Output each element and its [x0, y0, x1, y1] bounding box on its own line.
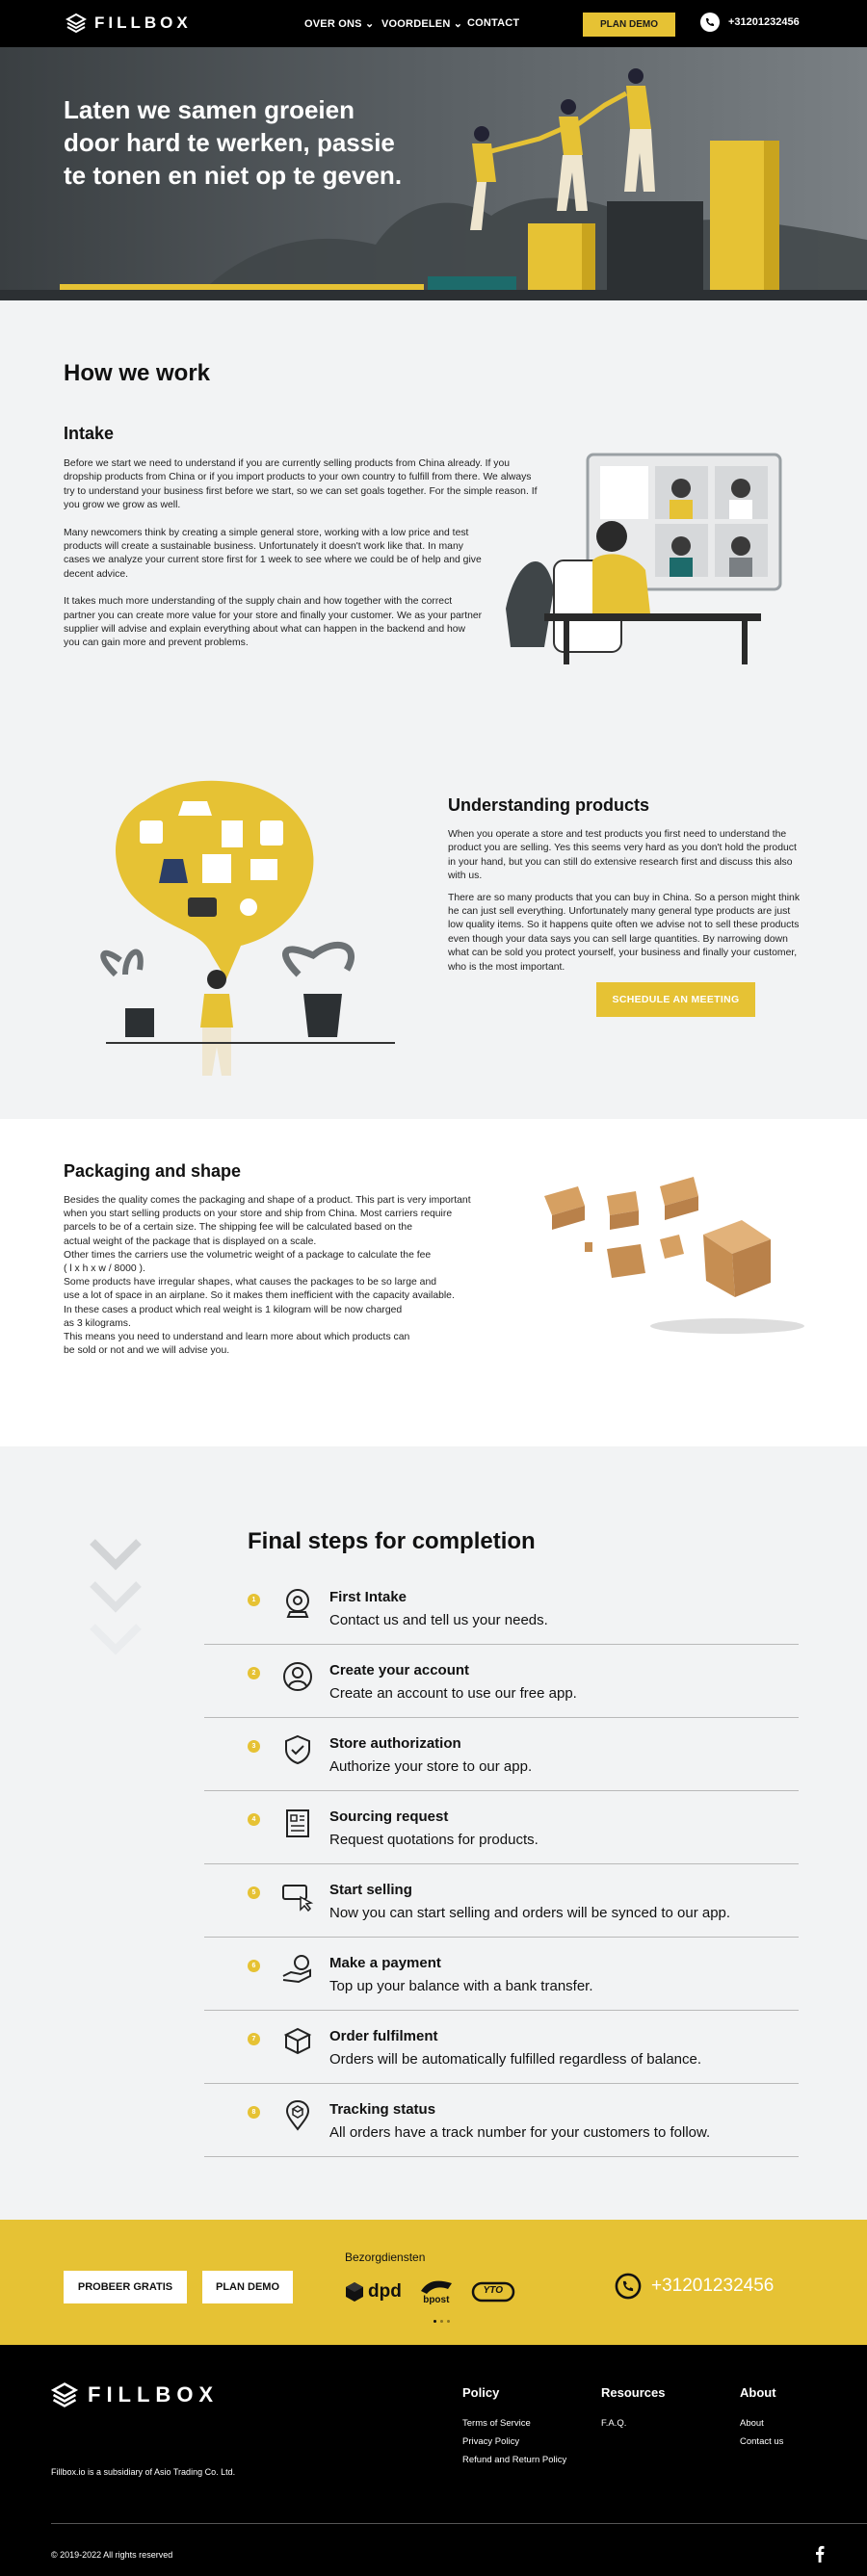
- step-number: 8: [248, 2106, 260, 2119]
- steps-title: Final steps for completion: [248, 1528, 536, 1554]
- nav-link-label: VOORDELEN: [381, 18, 451, 30]
- shopping-products-illustration: [87, 763, 405, 1080]
- packaging-line: parcels to be of a certain size. The shipping fee will be calculated based on the: [64, 1222, 412, 1234]
- packaging-text: [64, 1194, 545, 1358]
- section-title: How we work: [64, 360, 211, 386]
- user-circle-icon: [281, 1660, 314, 1693]
- step-description: Create an account to use our free app.: [329, 1685, 577, 1702]
- step-number: 3: [248, 1740, 260, 1753]
- footer-col-title: About: [740, 2385, 776, 2400]
- step-item: [204, 1718, 799, 1791]
- shield-check-icon: [281, 1733, 314, 1766]
- schedule-meeting-button[interactable]: SCHEDULE AN MEETING: [596, 982, 755, 1017]
- step-title: First Intake: [329, 1589, 407, 1605]
- facebook-icon[interactable]: [815, 2545, 825, 2563]
- cardboard-boxes-illustration: [535, 1167, 814, 1340]
- footer-link-refund[interactable]: Refund and Return Policy: [462, 2455, 567, 2465]
- packaging-line: Besides the quality comes the packaging and shape of a product. This part is very important: [64, 1195, 471, 1206]
- step-description: Request quotations for products.: [329, 1832, 539, 1848]
- phone-link[interactable]: [615, 2273, 774, 2300]
- understanding-paragraph: There are so many products that you can buy in China. So a person might think he can just sell everything. Unfortunately many general type products are just low quality items. So it happens quite often we advise not to sell these products even though your data says you can sell large quantities. By narrowing down what can be sold you protect yourself, your business and finally your customer, who is the most important.: [448, 892, 801, 973]
- step-title: Make a payment: [329, 1955, 441, 1971]
- step-number: 2: [248, 1667, 260, 1679]
- step-number: 4: [248, 1813, 260, 1826]
- top-navbar: [0, 0, 867, 47]
- site-footer: [0, 2345, 867, 2576]
- phone-number: +31201232456: [728, 16, 800, 28]
- subsidiary-text: Fillbox.io is a subsidiary of Asio Trading Co. Ltd.: [51, 2467, 236, 2477]
- step-description: Now you can start selling and orders will be synced to our app.: [329, 1905, 731, 1921]
- try-free-button[interactable]: PROBEER GRATIS: [64, 2271, 187, 2303]
- step-title: Create your account: [329, 1662, 470, 1678]
- chevron-down-icon: ⌄: [364, 18, 375, 30]
- packaging-line: actual weight of the package that is displayed on a scale.: [64, 1236, 317, 1247]
- brand-logo[interactable]: [66, 13, 192, 34]
- nav-link-contact[interactable]: [467, 17, 519, 29]
- step-number: 6: [248, 1960, 260, 1972]
- intake-paragraph: Before we start we need to understand if you are currently selling products from China already. If you dropship products from China or if you import products to your own country to fulfill from there. We always try to understand your business first before we start, so we can set goals together. For the simple reason. If you grow we grow as well.: [64, 458, 538, 511]
- step-item: [204, 1572, 799, 1645]
- footer-link-about[interactable]: About: [740, 2418, 764, 2429]
- phone-link[interactable]: [699, 12, 800, 33]
- nav-link-voordelen[interactable]: [381, 17, 462, 30]
- nav-link-label: CONTACT: [467, 17, 520, 29]
- packaging-line: when you start selling products on your store and ship from China. Most carriers require: [64, 1209, 453, 1220]
- carousel-dot[interactable]: [440, 2320, 443, 2323]
- bpost-horn-icon: [419, 2277, 454, 2295]
- packaging-line: Some products have irregular shapes, what causes the packages to be so large and: [64, 1277, 436, 1288]
- nav-link-label: OVER ONS: [304, 18, 362, 30]
- packaging-line: This means you need to understand and learn more about which products can: [64, 1332, 410, 1343]
- footer-link-contact[interactable]: Contact us: [740, 2436, 784, 2447]
- yto-text: YTO: [483, 2284, 504, 2296]
- step-item: [204, 2011, 799, 2084]
- map-pin-icon: [281, 2099, 314, 2132]
- step-description: Authorize your store to our app.: [329, 1758, 533, 1775]
- dpd-cube-icon: [345, 2281, 364, 2303]
- packaging-line: be sold or not and we will advise you.: [64, 1345, 230, 1357]
- hero-heading: [64, 93, 449, 192]
- understanding-paragraph: When you operate a store and test products you first need to understand the product you are selling. Yes this seems very hard as you don't hold the product in your hand, but you can still do extensive research first and discuss this also with us.: [448, 829, 797, 882]
- brand-name: FILLBOX: [88, 2382, 220, 2407]
- understanding-title: Understanding products: [448, 795, 650, 815]
- step-title: Sourcing request: [329, 1808, 449, 1825]
- how-we-work-section: [0, 300, 867, 1119]
- packaging-line: ( l x h x w / 8000 ).: [64, 1263, 145, 1275]
- step-description: Contact us and tell us your needs.: [329, 1612, 548, 1628]
- sell-icon: [281, 1880, 314, 1912]
- packaging-line: Other times the carriers use the volumetric weight of a package to calculate the fee: [64, 1249, 432, 1261]
- packaging-section: [0, 1119, 867, 1446]
- video-call-illustration: [486, 445, 804, 676]
- carousel-dots[interactable]: [434, 2320, 450, 2323]
- footer-link-terms[interactable]: Terms of Service: [462, 2418, 531, 2429]
- brand-name: FILLBOX: [94, 13, 192, 32]
- step-title: Store authorization: [329, 1735, 461, 1752]
- step-item: [204, 2084, 799, 2157]
- step-description: All orders have a track number for your customers to follow.: [329, 2124, 711, 2141]
- step-title: Order fulfilment: [329, 2028, 438, 2044]
- step-description: Top up your balance with a bank transfer.: [329, 1978, 593, 1994]
- understanding-text: [448, 828, 804, 988]
- nav-link-over-ons[interactable]: [304, 17, 374, 30]
- hero-banner: [0, 47, 867, 300]
- footer-col-title: Resources: [601, 2385, 666, 2400]
- plan-demo-button[interactable]: PLAN DEMO: [202, 2271, 293, 2303]
- hero-line: door hard te werken, passie: [64, 128, 395, 157]
- intake-title: Intake: [64, 424, 115, 443]
- carrier-logos: [345, 2277, 515, 2305]
- footer-divider: [51, 2523, 867, 2524]
- packaging-line: In these cases a product which real weight is 1 kilogram will be now charged: [64, 1304, 403, 1315]
- yto-logo: [471, 2280, 515, 2303]
- step-title: Start selling: [329, 1882, 412, 1898]
- whatsapp-icon: [699, 12, 721, 33]
- chevrons-down-icon: [89, 1538, 143, 1678]
- intake-paragraph: It takes much more understanding of the supply chain and how together with the correct partner you can create more value for your store and finally your customer. We as your partner supplier will advise and explain everything about what can happen in the backend and how you can gain more and prevent problems.: [64, 596, 483, 649]
- chevron-down-icon: ⌄: [453, 18, 463, 30]
- step-item: [204, 1791, 799, 1864]
- fillbox-logo-icon: [51, 2381, 78, 2408]
- copyright-text: © 2019-2022 All rights reserved: [51, 2550, 173, 2560]
- packaging-line: use a lot of space in an airplane. So it makes them inefficient with the capacity available.: [64, 1290, 455, 1302]
- bpost-text: bpost: [423, 2295, 450, 2305]
- final-steps-section: [0, 1446, 867, 2220]
- intake-text: [64, 457, 540, 664]
- step-description: Orders will be automatically fulfilled regardless of balance.: [329, 2051, 702, 2068]
- intake-paragraph: Many newcomers think by creating a simple general store, working with a low price and test products will create a sustainable business. Unfortunately it doesn't work like that. In many cases we analyze your current store first for 1 week to see where we could be of help and give decent advice.: [64, 527, 482, 580]
- step-number: 7: [248, 2033, 260, 2045]
- carriers-label: Bezorgdiensten: [345, 2251, 426, 2264]
- step-number: 5: [248, 1886, 260, 1899]
- fillbox-logo-icon: [66, 13, 87, 34]
- packaging-line: as 3 kilograms.: [64, 1317, 131, 1329]
- footer-link-faq[interactable]: F.A.Q.: [601, 2418, 627, 2429]
- footer-link-privacy[interactable]: Privacy Policy: [462, 2436, 520, 2447]
- carousel-dot[interactable]: [447, 2320, 450, 2323]
- dpd-logo: [345, 2281, 402, 2303]
- dpd-text: dpd: [368, 2280, 402, 2302]
- bpost-logo: [419, 2277, 454, 2305]
- payment-hand-icon: [281, 1953, 314, 1986]
- boxes-icon: [281, 2026, 314, 2059]
- document-icon: [281, 1807, 314, 1839]
- step-item: [204, 1938, 799, 2011]
- carousel-dot[interactable]: [434, 2320, 436, 2323]
- cta-band: [0, 2220, 867, 2345]
- step-number: 1: [248, 1594, 260, 1606]
- hero-line: Laten we samen groeien: [64, 95, 355, 124]
- step-item: [204, 1645, 799, 1718]
- hero-line: te tonen en niet op te geven.: [64, 161, 403, 190]
- webcam-icon: [281, 1587, 314, 1620]
- phone-number: +31201232456: [651, 2276, 775, 2296]
- plan-demo-button[interactable]: PLAN DEMO: [583, 13, 675, 37]
- step-title: Tracking status: [329, 2101, 436, 2118]
- footer-col-title: Policy: [462, 2385, 500, 2400]
- footer-logo[interactable]: [51, 2381, 219, 2408]
- packaging-title: Packaging and shape: [64, 1161, 242, 1181]
- step-item: [204, 1864, 799, 1938]
- whatsapp-icon: [615, 2273, 642, 2300]
